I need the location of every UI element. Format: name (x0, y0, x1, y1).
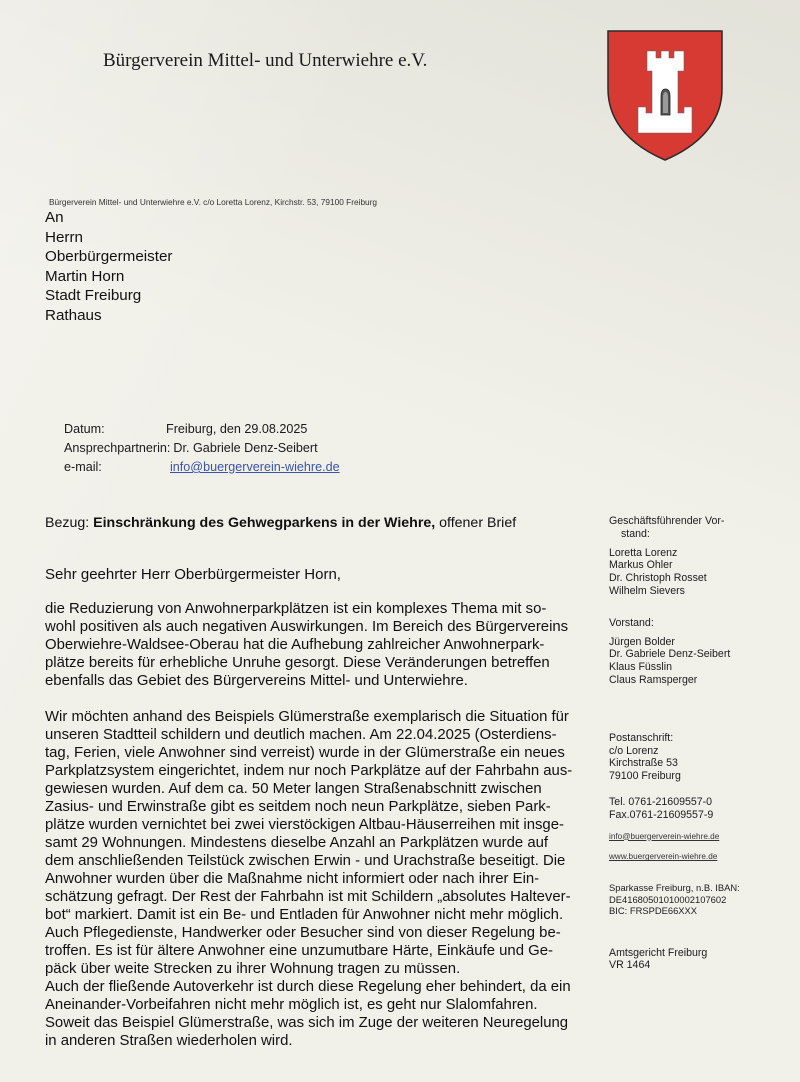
subject-suffix: offener Brief (439, 515, 517, 531)
body-line: samt 29 Wohnungen. Mindestens dieselbe Anzahl an Parkplätzen wurde auf (45, 835, 549, 851)
date-row (64, 420, 340, 439)
bank-line: DE41680501010002107602 (609, 893, 727, 905)
letter-body (45, 600, 605, 1050)
phone-number: Tel. 0761-21609557-0 (609, 795, 713, 808)
member-name: Loretta Lorenz (609, 546, 678, 559)
exec-board-heading (609, 515, 794, 541)
court-registration (609, 947, 794, 973)
organization-name: Bürgerverein Mittel- und Unterwiehre e.V. (103, 50, 428, 71)
recipient-line: An (45, 209, 64, 226)
body-line: schätzung gefragt. Der Rest der Fahrbahn ist mit Schildern „absolutes Haltever- (45, 889, 571, 905)
postal-line: c/o Lorenz (609, 744, 659, 757)
recipient-line: Rathaus (45, 306, 102, 324)
recipient-line: Stadt Freiburg (45, 287, 142, 304)
body-line: troffen. Es ist für ältere Anwohner eine unzumutbare Härte, Einkäufe und Ge- (45, 943, 553, 959)
heading-line: stand: (621, 527, 650, 540)
contact-row (64, 439, 340, 458)
sidebar-email-link[interactable]: info@buergerverein-wiehre.de (609, 831, 720, 841)
body-line: tag, Ferien, viele Anwohner sind verreist) wurde in der Glümerstraße ein neues (45, 745, 565, 761)
body-line: die Reduzierung von Anwohnerparkplätzen ist ein komplexes Thema mit so- (45, 601, 547, 617)
bank-line: Sparkasse Freiburg, n.B. IBAN: (609, 882, 740, 894)
recipient-address (45, 208, 172, 325)
paragraph-gap (45, 690, 605, 708)
body-line: gewiesen wurden. Auf dem ca. 50 Meter langen Straßenabschnitt zwischen (45, 781, 542, 797)
sender-return-address: Bürgerverein Mittel- und Unterwiehre e.V. c/o Loretta Lorenz, Kirchstr. 53, 79100 Freiburg (49, 197, 378, 207)
letter-sidebar (609, 515, 794, 972)
coat-of-arms-tower-icon (606, 29, 724, 162)
date-label: Datum: (64, 422, 105, 436)
body-line: Zasius- und Erwinstraße gibt es seitdem noch neun Parkplätze, sieben Park- (45, 799, 551, 815)
postal-heading: Postanschrift: (609, 731, 674, 744)
body-line: in anderen Straßen wiederholen wird. (45, 1033, 293, 1049)
member-name: Klaus Füsslin (609, 661, 672, 674)
body-line: ebenfalls das Gebiet des Bürgervereins Mittel- und Unterwiehre. (45, 673, 468, 689)
body-line: plätze bereits für erhebliche Unruhe gesorgt. Diese Veränderungen betreffen (45, 655, 550, 671)
member-name: Wilhelm Sievers (609, 584, 685, 597)
court-line: VR 1464 (609, 959, 651, 972)
body-line: dem anschließenden Teilstück zwischen Erwin - und Urachstraße beseitigt. Die (45, 853, 566, 869)
body-line: Parkplatzsystem eingerichtet, indem nur noch Parkplätze auf der Fahrbahn aus- (45, 763, 573, 779)
member-name: Dr. Christoph Rosset (609, 572, 707, 585)
body-line: bot“ markiert. Damit ist ein Be- und Entladen für Anwohner nicht mehr möglich. (45, 907, 564, 923)
paragraph-1 (45, 600, 605, 690)
letter-meta (64, 420, 340, 477)
member-name: Claus Ramsperger (609, 673, 698, 686)
member-name: Markus Ohler (609, 559, 673, 572)
body-line: plätze wurden vernichtet bei zwei vierstöckigen Altbau-Häuserreihen mit insge- (45, 817, 564, 833)
member-name: Jürgen Bolder (609, 635, 675, 648)
board-list (609, 636, 794, 687)
recipient-line: Martin Horn (45, 267, 125, 285)
body-line: Anwohner wurden über die Maßnahme nicht informiert oder nach ihrer Ein- (45, 871, 540, 887)
website-link[interactable]: www.buergerverein-wiehre.de (609, 852, 718, 862)
body-line: Wir möchten anhand des Beispiels Glümerstraße exemplarisch die Situation für (45, 709, 569, 725)
body-line: Oberwiehre-Waldsee-Oberau hat die Aufhebung zahlreicher Anwohnerpark- (45, 637, 545, 653)
body-line: Aneinander-Vorbeifahren nicht mehr möglich ist, es geht nur Slalomfahren. (45, 997, 538, 1013)
postal-address (609, 732, 794, 783)
body-line: Auch der fließende Autoverkehr ist durch diese Regelung eher behindert, da ein (45, 979, 571, 995)
recipient-line: Oberbürgermeister (45, 248, 173, 265)
bank-details (609, 882, 794, 917)
salutation: Sehr geehrter Herr Oberbürgermeister Horn, (45, 566, 341, 583)
contact-value: Dr. Gabriele Denz-Seibert (173, 441, 318, 455)
subject-line (45, 515, 516, 531)
heading-line: Geschäftsführender Vor- (609, 515, 725, 527)
email-row (64, 458, 340, 477)
email-label: e-mail: (64, 460, 102, 474)
bank-line: BIC: FRSPDE66XXX (609, 905, 698, 917)
postal-line: Kirchstraße 53 (609, 757, 678, 770)
body-line: Auch Pflegedienste, Handwerker oder Besucher sind von dieser Regelung be- (45, 925, 561, 941)
contact-numbers (609, 796, 794, 822)
subject-title: Einschränkung des Gehwegparkens in der Wiehre, (93, 515, 436, 531)
member-name: Dr. Gabriele Denz-Seibert (609, 648, 731, 661)
body-line: päck über weite Strecken zu ihrer Wohnung tragen zu müssen. (45, 961, 461, 977)
recipient-line: Herrn (45, 228, 83, 246)
body-line: unseren Stadtteil schildern und deutlich machen. Am 22.04.2025 (Osterdiens- (45, 727, 557, 743)
subject-label: Bezug: (45, 515, 90, 531)
exec-board-list (609, 547, 794, 598)
paragraph-2 (45, 708, 605, 1050)
body-line: Soweit das Beispiel Glümerstraße, was sich im Zuge der weiteren Neuregelung (45, 1015, 569, 1031)
board-heading: Vorstand: (609, 616, 654, 629)
body-line: wohl positiven als auch negativen Auswirkungen. Im Bereich des Bürgervereins (45, 619, 569, 635)
postal-line: 79100 Freiburg (609, 770, 681, 783)
court-line: Amtsgericht Freiburg (609, 946, 708, 959)
email-link[interactable]: info@buergerverein-wiehre.de (170, 460, 340, 474)
contact-label: Ansprechpartnerin: (64, 441, 171, 455)
fax-number: Fax.0761-21609557-9 (609, 808, 714, 821)
date-value: Freiburg, den 29.08.2025 (166, 422, 308, 436)
